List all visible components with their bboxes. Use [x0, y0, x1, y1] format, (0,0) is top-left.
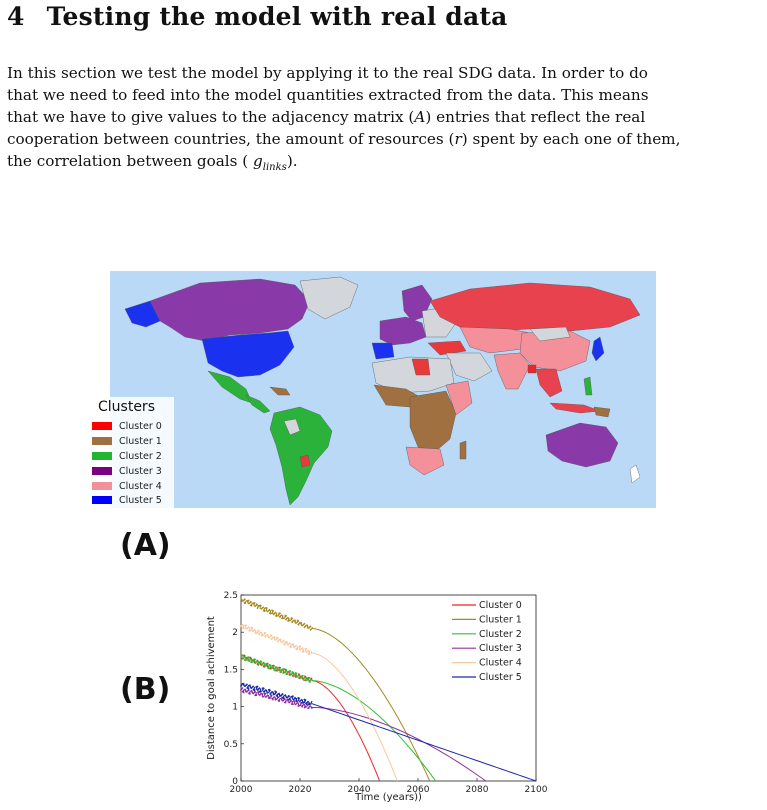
legend-label: Cluster 1: [119, 435, 162, 447]
region-bangladesh: [528, 365, 536, 373]
chart-legend-label-0: Cluster 0: [479, 600, 522, 611]
legend-item-cluster-3: [92, 465, 162, 477]
text-span: ).: [286, 152, 298, 170]
text-span: that we have to give values to the adjacency matrix (: [7, 108, 415, 126]
chart-legend-label-4: Cluster 4: [479, 657, 522, 669]
paragraph-line-3: [7, 106, 759, 128]
paragraph-line-5: [7, 150, 759, 179]
y-axis-label: Distance to goal achivement: [206, 616, 217, 760]
legend-item-cluster-4: [92, 480, 162, 492]
legend-swatch: [92, 496, 112, 504]
region-iberia: [372, 343, 394, 359]
chart-legend-label-5: Cluster 5: [479, 672, 522, 683]
x-tick-label: 2040: [347, 785, 371, 795]
paragraph-line-4: [7, 128, 759, 150]
legend-label: Cluster 5: [119, 494, 162, 506]
y-tick-label: 1: [232, 702, 238, 713]
text-span: cooperation between countries, the amount of resources (: [7, 130, 455, 148]
legend-title: Clusters: [98, 399, 155, 415]
legend-label: Cluster 0: [119, 420, 162, 432]
chart-legend-label-2: Cluster 2: [479, 628, 522, 640]
legend-label: Cluster 3: [119, 465, 162, 477]
math-var-r: r: [454, 130, 462, 148]
legend-item-cluster-5: [92, 494, 162, 506]
legend-swatch: [92, 467, 112, 475]
math-subscript-links: links: [262, 162, 287, 174]
math-var-A: A: [414, 108, 426, 126]
chart-legend-label-1: Cluster 1: [479, 614, 522, 626]
panel-label-b: (B): [120, 672, 171, 707]
y-tick-label: 2.5: [223, 591, 238, 601]
legend-item-cluster-1: [92, 435, 162, 447]
legend-label: Cluster 4: [119, 480, 162, 492]
world-cluster-map: [110, 271, 656, 508]
section-title-text: Testing the model with real data: [46, 2, 508, 31]
x-tick-label: 2000: [229, 785, 253, 795]
x-tick-label: 2100: [524, 785, 548, 795]
text-span: ) spent by each one of them,: [461, 130, 681, 148]
y-tick-label: 1.5: [223, 665, 238, 676]
text-span: ) entries that reflect the real: [425, 108, 646, 126]
legend-item-cluster-2: [92, 450, 162, 462]
region-madagascar: [460, 441, 466, 459]
legend-label: Cluster 2: [119, 450, 162, 462]
distance-to-goal-chart: [204, 586, 564, 808]
legend-swatch: [92, 437, 112, 445]
section-heading: [7, 2, 508, 31]
map-legend: [86, 397, 174, 509]
y-tick-label: 0: [232, 777, 238, 787]
paragraph-line-1: In this section we test the model by applying it to the real SDG data. In order to do: [7, 64, 648, 82]
region-paraguay: [300, 455, 310, 467]
x-tick-label: 2020: [288, 785, 312, 795]
panel-label-a: (A): [120, 528, 171, 563]
intro-paragraph: [7, 62, 759, 179]
legend-swatch: [92, 452, 112, 460]
math-var-g: g: [253, 152, 263, 170]
text-span: the correlation between goals (: [7, 152, 254, 170]
y-tick-label: 0.5: [223, 739, 238, 750]
y-tick-label: 2: [232, 628, 238, 639]
paragraph-line-2: that we need to feed into the model quantities extracted from the data. This means: [7, 86, 649, 104]
x-axis-label: Time (years)): [355, 792, 422, 803]
chart-legend-label-3: Cluster 3: [479, 643, 522, 655]
x-tick-label: 2060: [406, 785, 430, 795]
legend-swatch: [92, 422, 112, 430]
section-number: 4: [7, 2, 25, 31]
x-tick-label: 2080: [465, 785, 489, 795]
legend-swatch: [92, 482, 112, 490]
legend-item-cluster-0: [92, 420, 162, 432]
